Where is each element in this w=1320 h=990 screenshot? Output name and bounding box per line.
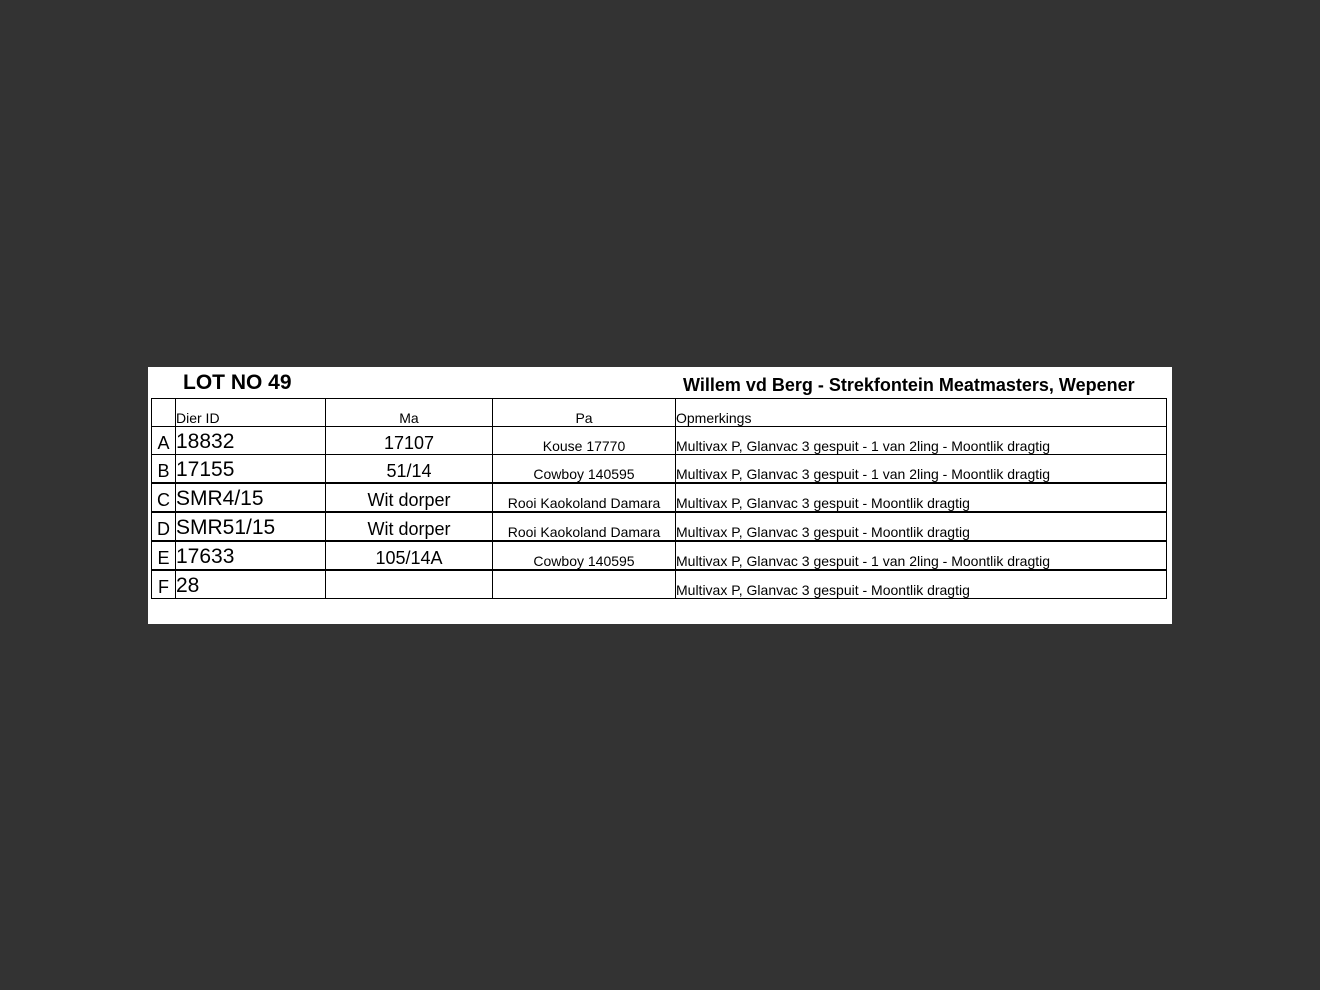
row-opmerkings: Multivax P, Glanvac 3 gespuit - 1 van 2ling - Moontlik dragtig [676, 541, 1167, 570]
row-pa: Rooi Kaokoland Damara [493, 512, 676, 541]
lot-title: LOT NO 49 [183, 371, 292, 394]
table-row [152, 483, 1167, 512]
table-row [152, 455, 1167, 484]
row-ma: 17107 [326, 427, 493, 455]
row-letter: E [152, 541, 176, 570]
row-ma: Wit dorper [326, 512, 493, 541]
table-row [152, 427, 1167, 455]
row-ma: 105/14A [326, 541, 493, 570]
row-pa: Kouse 17770 [493, 427, 676, 455]
row-letter: F [152, 570, 176, 599]
row-dier-id: SMR4/15 [176, 483, 326, 512]
lot-sheet [148, 367, 1172, 624]
row-dier-id: 17633 [176, 541, 326, 570]
row-dier-id: 17155 [176, 455, 326, 484]
row-letter: A [152, 427, 176, 455]
row-letter: D [152, 512, 176, 541]
row-opmerkings: Multivax P, Glanvac 3 gespuit - Moontlik dragtig [676, 570, 1167, 599]
row-pa: Cowboy 140595 [493, 455, 676, 484]
row-pa [493, 570, 676, 599]
table-header-row [152, 399, 1167, 427]
row-opmerkings: Multivax P, Glanvac 3 gespuit - Moontlik dragtig [676, 512, 1167, 541]
row-letter: B [152, 455, 176, 484]
lot-table [151, 398, 1167, 599]
row-dier-id: 28 [176, 570, 326, 599]
seller-name: Willem vd Berg - Strekfontein Meatmasters, Wepener [683, 375, 1135, 395]
row-letter: C [152, 483, 176, 512]
header-pa: Pa [493, 399, 676, 427]
table-row [152, 541, 1167, 570]
row-opmerkings: Multivax P, Glanvac 3 gespuit - 1 van 2ling - Moontlik dragtig [676, 427, 1167, 455]
header-letter [152, 399, 176, 427]
table-row [152, 512, 1167, 541]
table-row [152, 570, 1167, 599]
row-opmerkings: Multivax P, Glanvac 3 gespuit - 1 van 2ling - Moontlik dragtig [676, 455, 1167, 484]
header-dier-id: Dier ID [176, 399, 326, 427]
row-opmerkings: Multivax P, Glanvac 3 gespuit - Moontlik dragtig [676, 483, 1167, 512]
row-ma: Wit dorper [326, 483, 493, 512]
row-dier-id: SMR51/15 [176, 512, 326, 541]
row-ma: 51/14 [326, 455, 493, 484]
header-opmerkings: Opmerkings [676, 399, 1167, 427]
row-pa: Rooi Kaokoland Damara [493, 483, 676, 512]
row-pa: Cowboy 140595 [493, 541, 676, 570]
row-ma [326, 570, 493, 599]
header-ma: Ma [326, 399, 493, 427]
row-dier-id: 18832 [176, 427, 326, 455]
